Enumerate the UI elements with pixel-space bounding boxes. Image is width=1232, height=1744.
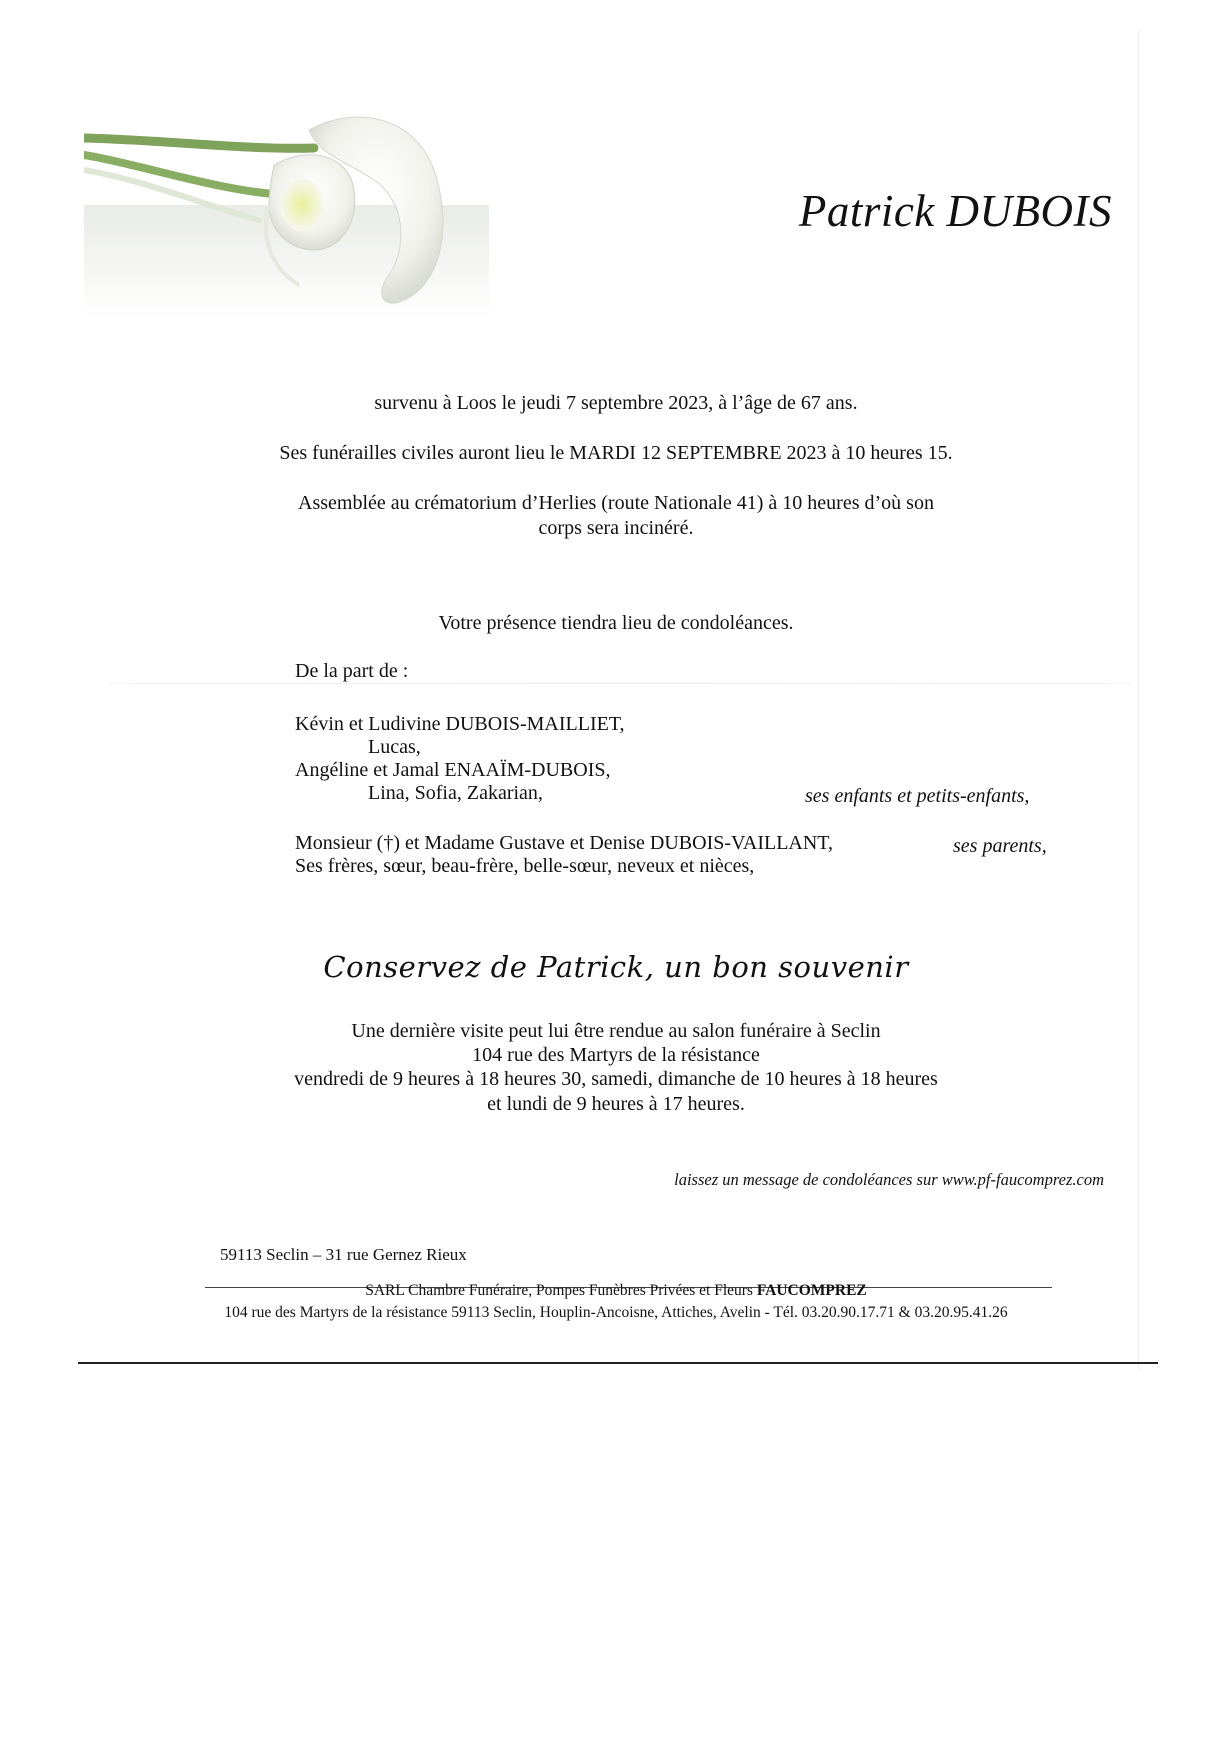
- visit-address-line: 104 rue des Martyrs de la résistance: [472, 1044, 760, 1066]
- family-intro: De la part de :: [295, 660, 409, 682]
- footer-contact: 104 rue des Martyrs de la résistance 59113 Seclin, Houplin-Ancoisne, Attiches, Avelin - Tél. 03.20.90.17.71 & 03.20.95.41.26: [224, 1304, 1008, 1321]
- footer-company: [0, 1282, 1232, 1300]
- condolences-presence-line: Votre présence tiendra lieu de condoléances.: [438, 612, 794, 634]
- condolences-website-note: laissez un message de condoléances sur www.pf-faucomprez.com: [674, 1170, 1104, 1189]
- footer-company-name: FAUCOMPREZ: [756, 1282, 867, 1299]
- footer-company-prefix: SARL Chambre Funéraire, Pompes Funèbres Privées et Fleurs: [365, 1282, 753, 1299]
- calla-lily-image: [84, 110, 489, 320]
- page-edge: [1138, 30, 1139, 1370]
- bottom-divider: [78, 1362, 1158, 1364]
- footer-address: 59113 Seclin – 31 rue Gernez Rieux: [220, 1245, 467, 1264]
- parents-line: Monsieur (†) et Madame Gustave et Denise DUBOIS-VAILLANT,: [295, 832, 834, 854]
- crematorium-line: Assemblée au crématorium d’Herlies (route Nationale 41) à 10 heures d’où son: [298, 492, 934, 514]
- funeral-date-line: Ses funérailles civiles auront lieu le MARDI 12 SEPTEMBRE 2023 à 10 heures 15.: [279, 442, 953, 464]
- deceased-name: Patrick DUBOIS: [798, 186, 1112, 236]
- visit-line: Une dernière visite peut lui être rendue au salon funéraire à Seclin: [351, 1020, 881, 1042]
- death-notice-line: survenu à Loos le jeudi 7 septembre 2023, à l’âge de 67 ans.: [374, 392, 858, 414]
- family-member: Lina, Sofia, Zakarian,: [368, 782, 543, 804]
- visit-hours-line: vendredi de 9 heures à 18 heures 30, samedi, dimanche de 10 heures à 18 heures: [294, 1068, 938, 1090]
- parents-role: ses parents,: [953, 835, 1047, 857]
- family-member: Lucas,: [368, 736, 421, 758]
- children-role: ses enfants et petits-enfants,: [805, 785, 1030, 807]
- crematorium-line-continued: corps sera incinéré.: [538, 517, 694, 539]
- visit-hours-line-2: et lundi de 9 heures à 17 heures.: [487, 1093, 745, 1115]
- siblings-line: Ses frères, sœur, beau-frère, belle-sœur, neveux et nièces,: [295, 855, 755, 877]
- family-member: Angéline et Jamal ENAAÏM-DUBOIS,: [295, 759, 611, 781]
- family-member: Kévin et Ludivine DUBOIS-MAILLIET,: [295, 713, 625, 735]
- tribute-phrase: Conservez de Patrick, un bon souvenir: [323, 950, 909, 984]
- fold-line: [110, 683, 1130, 684]
